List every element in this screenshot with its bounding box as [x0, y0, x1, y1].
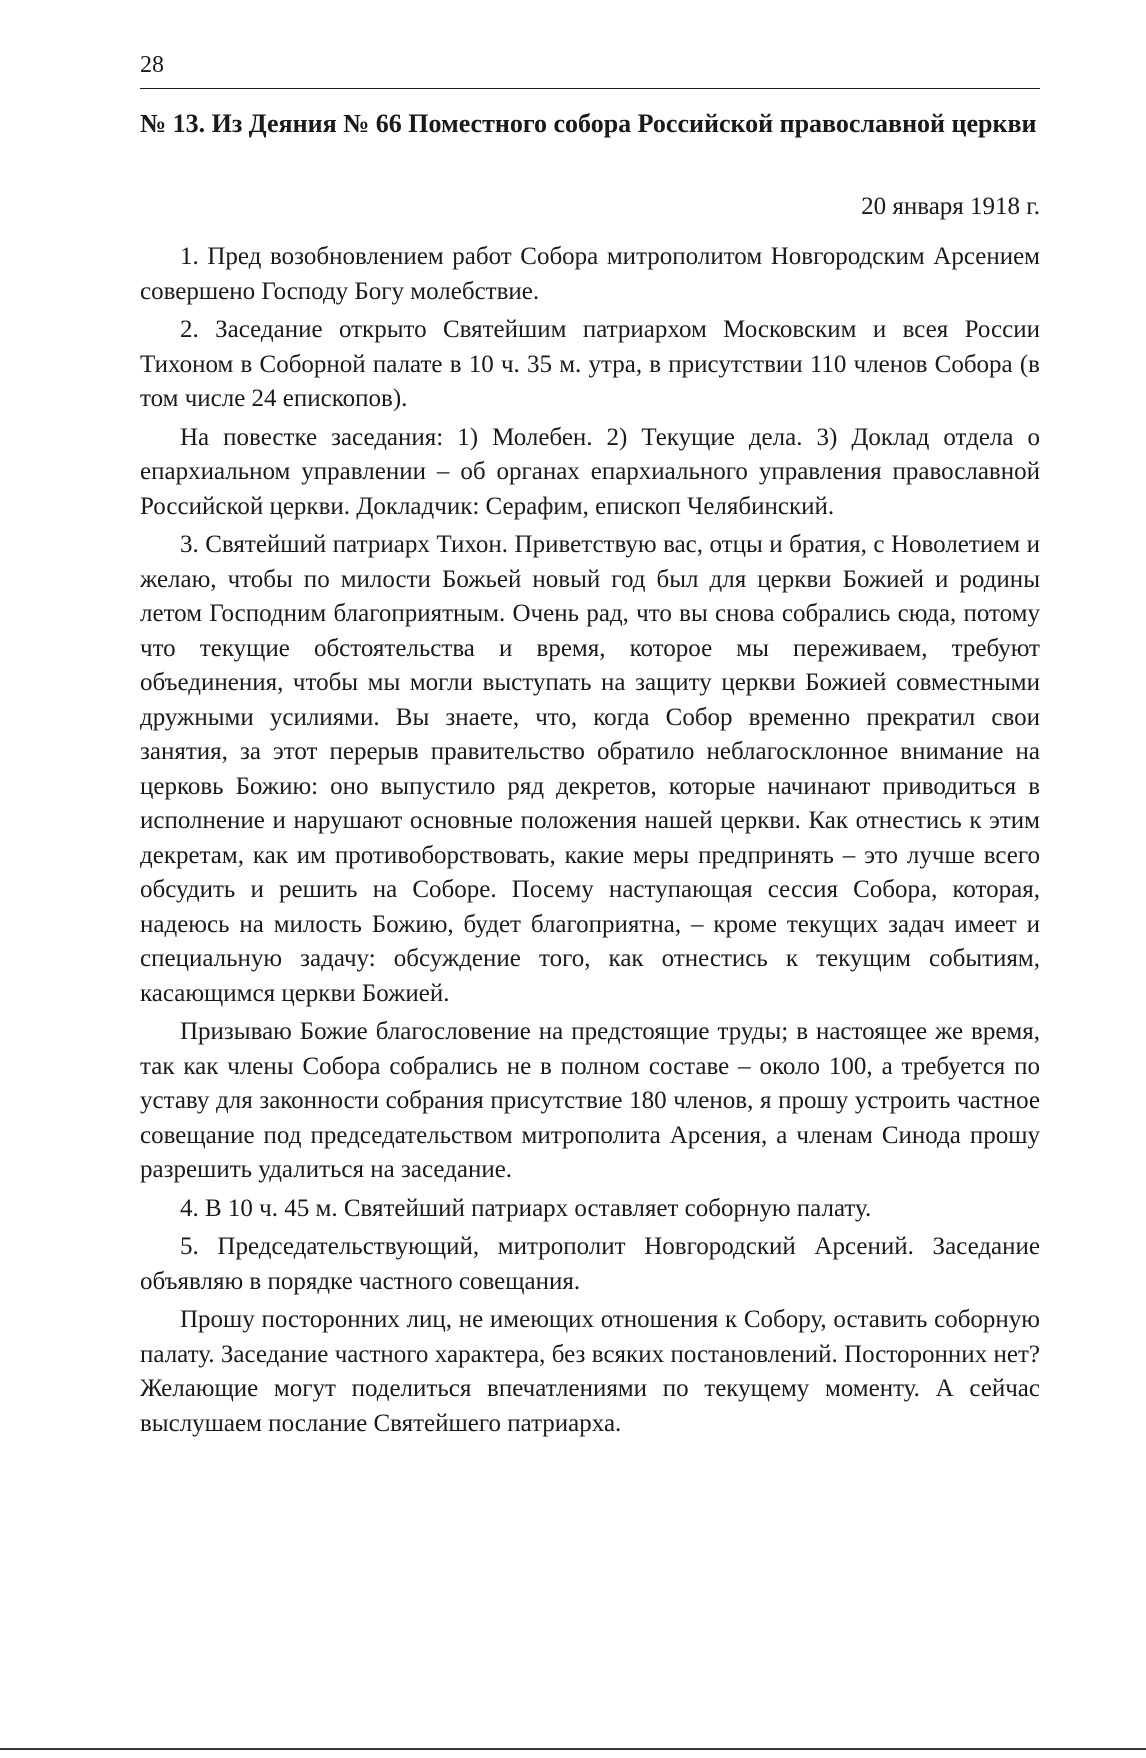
- paragraph-1: 1. Пред возобновлением работ Собора митрополитом Новгородским Арсением совершено Господу Богу молебствие.: [140, 243, 1040, 305]
- document-body: [140, 240, 1040, 1445]
- paragraph-7: 5. Председательствующий, митрополит Новгородский Арсений. Заседание объявляю в порядке частного совещания.: [140, 1233, 1040, 1295]
- bottom-edge-rule: [0, 1748, 1146, 1750]
- paragraph-5: Призываю Божие благословение на предстоящие труды; в настоящее же время, так как члены Собора собрались не в полном составе – около 100, а требуется по уставу для законности собрания присутствие 180 членов, я прошу устроить частное совещание под председательством митрополита Арсения, а членам Синода прошу разрешить удалиться на заседание.: [140, 1018, 1040, 1183]
- paragraph-8: Прошу посторонних лиц, не имеющих отношения к Собору, оставить соборную палату. Заседание частного характера, без всяких постановлений. Посторонних нет? Желающие могут поделиться впечатлениями по текущему моменту. А сейчас выслушаем послание Святейшего патриарха.: [140, 1306, 1040, 1437]
- paragraph-6: 4. В 10 ч. 45 м. Святейший патриарх оставляет соборную палату.: [180, 1194, 872, 1222]
- page-number: 28: [140, 52, 164, 78]
- header-rule: [140, 88, 1040, 89]
- paragraph-4: 3. Святейший патриарх Тихон. Приветствую вас, отцы и братия, с Новолетием и желаю, чтобы по милости Божьей новый год был для церкви Божией и родины летом Господним благоприятным. Очень рад, что вы снова собрались сюда, потому что текущие обстоятельства и время, которое мы переживаем, требуют объединения, чтобы мы могли выступать на защиту церкви Божией совместными дружными усилиями. Вы знаете, что, когда Собор временно прекратил свои занятия, за этот перерыв правительство обратило неблагосклонное внимание на церковь Божию: оно выпустило ряд декретов, которые начинают приводиться в исполнение и нарушают основные положения нашей церкви. Как отнестись к этим декретам, как им противоборствовать, какие меры предпринять – это лучше всего обсудить и решить на Соборе. Посему наступающая сессия Собора, которая, надеюсь на милость Божию, будет благоприятна, – кроме текущих задач имеет и специальную задачу: обсуждение того, как отнестись к текущим событиям, касающимся церкви Божией.: [140, 531, 1040, 1007]
- paragraph-2: 2. Заседание открыто Святейшим патриархом Московским и всея России Тихоном в Соборной палате в 10 ч. 35 м. утра, в присутствии 110 членов Собора (в том числе 24 епископов).: [140, 316, 1040, 412]
- paragraph-3: На повестке заседания: 1) Молебен. 2) Текущие дела. 3) Доклад отдела о епархиальном управлении – об органах епархиального управления православной Российской церкви. Докладчик: Серафим, епископ Челябинский.: [140, 423, 1040, 520]
- document-title: № 13. Из Деяния № 66 Поместного собора Российской православной церкви: [140, 109, 1037, 138]
- document-date: 20 января 1918 г.: [861, 193, 1040, 220]
